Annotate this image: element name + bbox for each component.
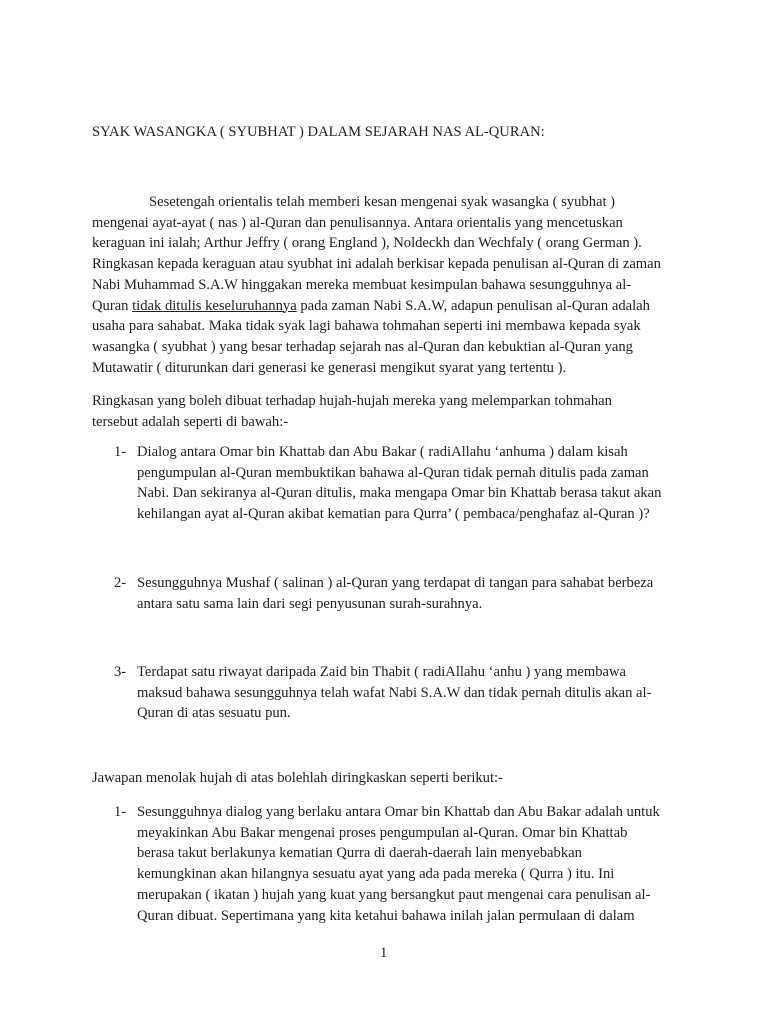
intro-paragraph	[92, 192, 692, 378]
list-item-line: berasa takut berlakunya kematian Qurra di daerah-daerah lain menyebabkan	[137, 845, 582, 862]
paragraph-line: wasangka ( syubhat ) yang besar terhadap sejarah nas al-Quran dan kebuktian al-Quran yang	[92, 338, 633, 355]
page-number: 1	[380, 945, 388, 961]
response-intro	[92, 768, 692, 789]
paragraph-line: Ringkasan kepada keraguan atau syubhat ini adalah berkisar kepada penulisan al-Quran di zaman	[92, 256, 661, 273]
list-item-line: merupakan ( ikatan ) hujah yang kuat yang bersangkut paut mengenai cara penulisan al-	[137, 886, 651, 903]
paragraph-line: Sesetengah orientalis telah memberi kesan mengenai syak wasangka ( syubhat )	[149, 194, 616, 210]
paragraph-line: Jawapan menolak hujah di atas bolehlah diringkaskan seperti berikut:-	[92, 770, 503, 786]
paragraph-line: mengenai ayat-ayat ( nas ) al-Quran dan penulisannya. Antara orientalis yang mencetuskan	[92, 214, 623, 231]
list-item-line: Dialog antara Omar bin Khattab dan Abu Bakar ( radiAllahu ‘anhuma ) dalam kisah	[137, 444, 628, 460]
document-title: SYAK WASANGKA ( SYUBHAT ) DALAM SEJARAH NAS AL-QURAN:	[92, 124, 545, 140]
list-item-line: maksud bahawa sesungguhnya telah wafat Nabi S.A.W dan tidak pernah ditulis akan al-	[137, 684, 652, 701]
list-item-line: pengumpulan al-Quran membuktikan bahawa al-Quran tidak pernah ditulis pada zaman	[137, 464, 649, 481]
list-number: 2-	[114, 575, 127, 591]
summary-paragraph	[92, 391, 692, 432]
paragraph-line: usaha para sahabat. Maka tidak syak lagi bahawa tohmahan seperti ini membawa kepada syak	[92, 318, 641, 335]
list-item-line: meyakinkan Abu Bakar mengenai proses pengumpulan al-Quran. Omar bin Khattab	[137, 824, 628, 841]
list-number: 1-	[114, 804, 127, 820]
paragraph-text: Quran	[92, 297, 133, 314]
list-item-line: Nabi. Dan sekiranya al-Quran ditulis, maka mengapa Omar bin Khattab berasa takut akan	[137, 485, 662, 502]
list-item-line: Quran di atas sesuatu pun.	[137, 705, 291, 722]
list-item-line: antara satu sama lain dari segi penyusunan surah-surahnya.	[137, 595, 483, 612]
paragraph-text: pada zaman Nabi S.A.W, adapun penulisan al-Quran adalah	[296, 297, 650, 314]
paragraph-line	[92, 296, 692, 317]
paragraph-line: Mutawatir ( diturunkan dari generasi ke generasi mengikut syarat yang tertentu ).	[92, 359, 567, 376]
underlined-phrase: tidak ditulis keseluruhannya	[132, 297, 297, 314]
list-number: 1-	[114, 444, 127, 460]
list-item-line: kemungkinan akan hilangnya sesuatu ayat yang ada pada mereka ( Qurra ) itu. Ini	[137, 866, 615, 883]
list-number: 3-	[114, 664, 127, 680]
paragraph-line: Ringkasan yang boleh dibuat terhadap hujah-hujah mereka yang melemparkan tohmahan	[92, 393, 612, 409]
paragraph-line: Nabi Muhammad S.A.W hinggakan mereka membuat kesimpulan bahawa sesungguhnya al-	[92, 276, 632, 293]
list-item-line: Terdapat satu riwayat daripada Zaid bin Thabit ( radiAllahu ‘anhu ) yang membawa	[137, 664, 627, 680]
list-item-line: Sesungguhnya Mushaf ( salinan ) al-Quran yang terdapat di tangan para sahabat berbeza	[137, 575, 654, 591]
list-item-line: Quran dibuat. Sepertimana yang kita ketahui bahawa inilah jalan permulaan di dalam	[137, 907, 635, 924]
list-item-line: kehilangan ayat al-Quran akibat kematian para Qurra’ ( pembaca/penghafaz al-Quran )?	[137, 506, 650, 523]
paragraph-line: tersebut adalah seperti di bawah:-	[92, 413, 289, 430]
list-item-line: Sesungguhnya dialog yang berlaku antara Omar bin Khattab dan Abu Bakar adalah untuk	[137, 804, 660, 820]
paragraph-line: keraguan ini ialah; Arthur Jeffry ( orang England ), Noldeckh dan Wechfaly ( orang German ).	[92, 235, 642, 252]
